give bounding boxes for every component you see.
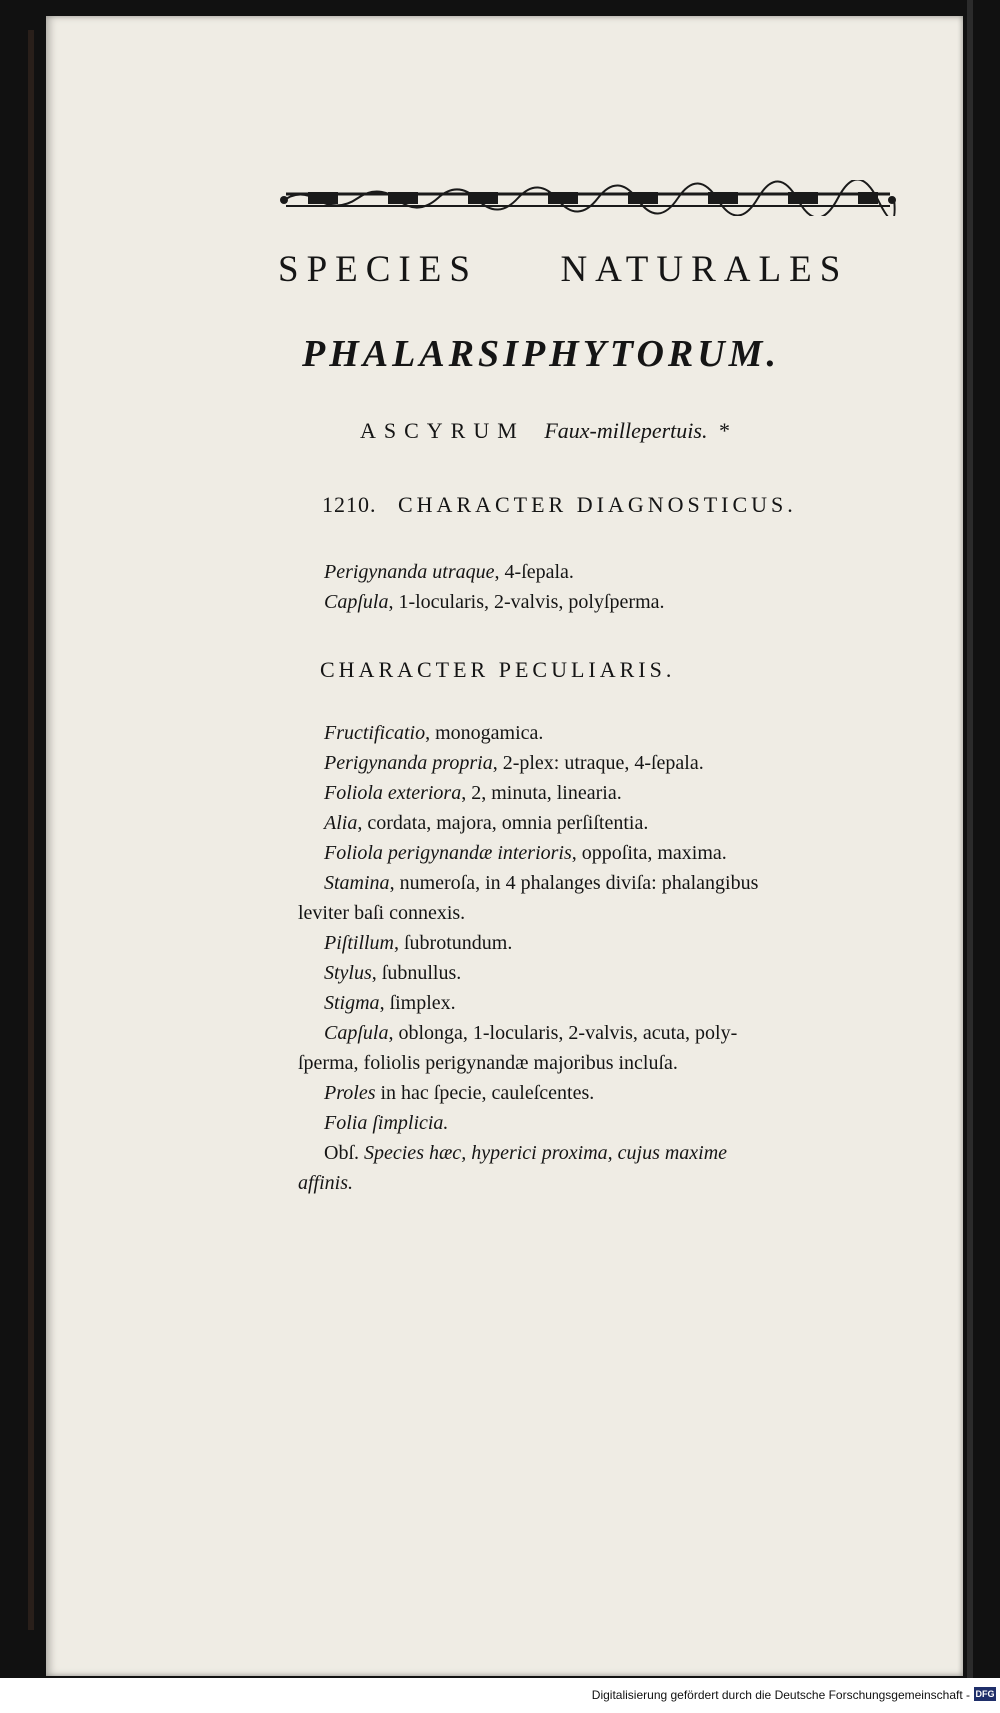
line-text: , ſubnullus. [371, 962, 462, 984]
line-term: affinis. [298, 1172, 354, 1194]
diagnostic-heading-text: CHARACTER DIAGNOSTICUS. [398, 492, 797, 517]
footnote-mark: * [718, 418, 730, 443]
peculiar-line [298, 1108, 938, 1138]
title-word-1: SPECIES [278, 249, 478, 290]
peculiar-block [298, 718, 938, 1198]
line-text: , 4-ſepala. [494, 561, 574, 583]
line-term: Foliola perigynandæ interioris [324, 842, 572, 864]
genus-line [360, 418, 730, 444]
peculiar-line [298, 868, 938, 898]
peculiar-line [298, 1018, 938, 1048]
diagnostic-line [298, 557, 938, 587]
peculiar-line [298, 988, 938, 1018]
peculiar-line-continuation [298, 1048, 938, 1078]
line-term: Foliola exteriora [324, 782, 462, 804]
line-text: , 1-locularis, 2-valvis, polyſperma. [388, 591, 665, 613]
page-subtitle: PHALARSIPHYTORUM. [302, 333, 780, 375]
line-text: , ſubrotundum. [394, 932, 513, 954]
book-edge-right [967, 0, 973, 1678]
line-term: Perigynanda propria [324, 752, 493, 774]
genus-name: ASCYRUM [360, 418, 525, 443]
peculiar-line [298, 1138, 938, 1168]
line-text: , numeroſa, in 4 phalanges diviſa: phalangibus [389, 872, 759, 894]
line-term: Capſula [324, 591, 389, 613]
line-text: , ſimplex. [379, 992, 456, 1014]
peculiar-line [298, 808, 938, 838]
line-text: leviter baſi connexis. [298, 902, 466, 924]
line-term: Piſtillum [324, 932, 394, 954]
diagnostic-line [298, 587, 938, 617]
peculiar-line [298, 928, 938, 958]
line-text: , 2, minuta, linearia. [461, 782, 622, 804]
section-number: 1210. [322, 492, 377, 517]
line-term-italic: Species hæc, hyperici proxima, cujus maxime [364, 1142, 728, 1164]
peculiar-line-continuation [298, 898, 938, 928]
line-text: , oppoſita, maxima. [571, 842, 727, 864]
line-term: Perigynanda utraque [324, 561, 495, 583]
peculiar-heading: CHARACTER PECULIARIS. [320, 657, 676, 682]
dfg-logo: DFG [975, 1689, 995, 1699]
diagnostic-heading [322, 492, 797, 518]
peculiar-line [298, 838, 938, 868]
line-term: Stamina [324, 872, 390, 894]
scanner-footer [0, 1678, 1000, 1713]
line-text: , 2-plex: utraque, 4-ſepala. [492, 752, 704, 774]
peculiar-line [298, 958, 938, 988]
line-text: in hac ſpecie, cauleſcentes. [375, 1082, 595, 1104]
line-text: ſperma, foliolis perigynandæ majoribus incluſa. [298, 1052, 678, 1074]
line-term: Stylus [324, 962, 372, 984]
peculiar-line [298, 1078, 938, 1108]
book-edge-left [28, 30, 34, 1630]
page-title [278, 248, 918, 291]
line-text: , cordata, majora, omnia perſiſtentia. [357, 812, 649, 834]
diagnostic-block [298, 557, 938, 617]
line-text: , oblonga, 1-locularis, 2-valvis, acuta, poly- [388, 1022, 738, 1044]
peculiar-line [298, 748, 938, 778]
digitization-credit: Digitalisierung gefördert durch die Deutsche Forschungsgemeinschaft - [591, 1688, 970, 1702]
line-term: Alia [324, 812, 358, 834]
line-text: Obſ. [324, 1142, 364, 1164]
line-term: Stigma [324, 992, 380, 1014]
peculiar-line [298, 718, 938, 748]
title-word-2: NATURALES [560, 249, 849, 290]
genus-common-name: Faux-millepertuis. [544, 418, 708, 443]
decorative-border-ornament [278, 180, 898, 216]
line-term: Folia ſimplicia. [324, 1112, 449, 1134]
line-term: Fructificatio [324, 722, 426, 744]
line-term: Proles [324, 1082, 376, 1104]
peculiar-line [298, 778, 938, 808]
peculiar-line-continuation [298, 1168, 938, 1198]
line-term: Capſula [324, 1022, 389, 1044]
line-text: , monogamica. [425, 722, 544, 744]
